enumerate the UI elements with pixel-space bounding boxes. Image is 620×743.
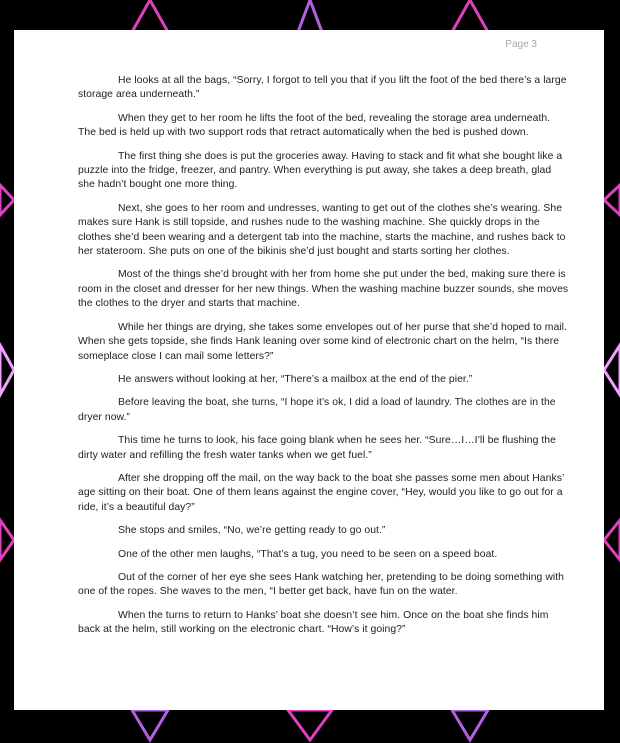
star-spike-bottom-mid (288, 710, 332, 740)
paragraph: He looks at all the bags, “Sorry, I forgot to tell you that if you lift the foot of the bed there’s a large storage area underneath.” (78, 75, 567, 101)
body-text (78, 74, 570, 647)
paragraph: He answers without looking at her, “There’s a mailbox at the end of the pier.” (118, 373, 473, 385)
star-spike-left-upper (0, 185, 14, 215)
paragraph: Before leaving the boat, she turns, “I hope it’s ok, I did a load of laundry. The clothes are in the dryer now.” (78, 397, 556, 423)
paragraph: One of the other men laughs, “That’s a tug, you need to be seen on a speed boat. (118, 548, 498, 560)
paragraph: Most of the things she’d brought with her from home she put under the bed, making sure there is room in the closet and dresser for her new things. When the washing machine buzzer sounds, she moves the clothes to the dryer and starts that machine. (78, 269, 569, 310)
star-spike-bottom-right (452, 710, 488, 740)
star-spike-bottom-left (132, 710, 168, 740)
paragraph: When the turns to return to Hanks’ boat she doesn’t see him. Once on the boat she finds him back at the helm, still working on the electronic chart. “How’s it going?” (78, 609, 549, 636)
star-spike-top-left (132, 0, 168, 32)
star-spike-top-mid (298, 0, 322, 32)
star-spike-right-upper (604, 185, 620, 215)
paragraph: Next, she goes to her room and undresses, wanting to get out of the clothes she’s wearing. She makes sure Hank is still topside, and rushes nude to the washing machine. She quickly drops in the clothes she’d been wearing and a detergent tab into the machine, starts the machine, and rushes back to her stateroom. She puts on one of the bikinis she’d just bought and starts sorting her clothes. (78, 202, 566, 258)
star-spike-top-right (452, 0, 488, 32)
document-page (14, 30, 604, 710)
paragraph: This time he turns to look, his face going blank when he sees her. “Sure…I…I’ll be flushing the dirty water and refilling the fresh water tanks when we get fuel.” (78, 435, 556, 461)
paragraph: While her things are drying, she takes some envelopes out of her purse that she’d hoped to mail. When she gets topside, she finds Hank leaning over some kind of electronic chart on the helm, “Is there someplace close I can mail some letters?” (78, 321, 567, 362)
page-number: Page 3 (505, 39, 537, 50)
paragraph: The first thing she does is put the groceries away. Having to stack and fit what she bought like a puzzle into the fridge, freezer, and pantry. When everything is put away, she takes a deep breath, glad she hadn’t bought one more thing. (78, 150, 563, 191)
paragraph: After she dropping off the mail, on the way back to the boat she passes some men about Hanks’ age sitting on their boat. One of them leans against the engine cover, “Hey, would you like to go out for a ride, it’s a beautiful day?” (78, 472, 564, 513)
paragraph: She stops and smiles, “No, we’re getting ready to go out.” (118, 525, 386, 537)
paragraph: When they get to her room he lifts the foot of the bed, revealing the storage area underneath. The bed is held up with two support rods that retract automatically when the bed is pushed down. (78, 112, 551, 139)
star-spike-right-mid (604, 345, 620, 395)
star-spike-left-mid (0, 345, 14, 395)
star-spike-right-lower (604, 520, 620, 560)
star-spike-left-lower (0, 520, 14, 560)
paragraph: Out of the corner of her eye she sees Hank watching her, pretending to be doing something with one of the ropes. She waves to the men, “I better get back, have fun on the water. (78, 571, 564, 598)
